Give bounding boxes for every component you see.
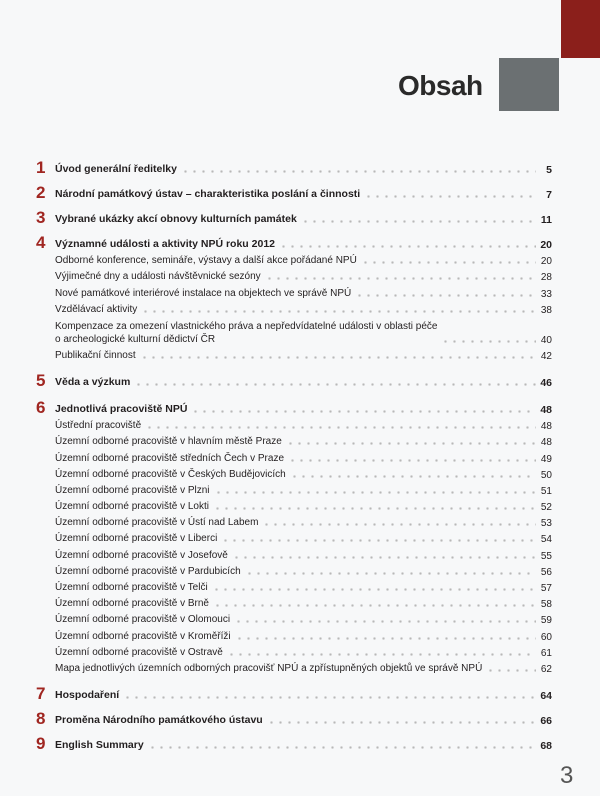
dot-leader [232,556,536,559]
toc-entry-7[interactable] [36,684,552,702]
chapter-page: 48 [540,403,552,416]
subentry-page: 49 [540,453,552,465]
subentry-title: Vzdělávací aktivity [55,303,138,315]
subentry-title: Územní odborné pracoviště v Telči [55,582,208,593]
subentry-title: Ústřední pracoviště [55,420,142,432]
subentry-page: 33 [540,288,552,300]
toc-subentry[interactable] [36,626,552,642]
toc-subentry[interactable] [36,529,552,545]
dot-leader [364,195,536,198]
toc-subentry[interactable] [36,513,552,529]
dot-leader [123,696,536,699]
toc-subentry[interactable] [36,497,552,513]
toc-subentry[interactable] [36,481,552,497]
chapter-page: 5 [546,164,552,176]
toc-subentry[interactable] [36,562,552,578]
chapter-number: 3 [36,208,46,227]
dot-leader [265,277,536,280]
dot-leader [134,383,536,386]
subentry-title: Územní odborné pracoviště v Brně [55,598,209,610]
chapter-title: Úvod generální ředitelky [55,163,177,175]
chapter-number: 5 [36,370,46,390]
dot-leader [361,261,536,264]
dot-leader [245,572,536,575]
chapter-page: 68 [540,739,552,752]
dot-leader [213,604,536,607]
toc-subentry[interactable] [36,594,552,610]
subentry-title: Územní odborné pracoviště v Liberci [55,533,218,545]
subentry-page: 52 [540,502,552,514]
toc-entry-9[interactable] [36,734,552,752]
toc-entry-5[interactable] [36,371,552,389]
dot-leader [290,475,536,478]
dot-leader [145,426,536,429]
subentry-title: Nové památkové interiérové instalace na objektech ve správě NPÚ [55,287,352,299]
toc-subentry[interactable] [36,545,552,561]
subentry-title: Územní odborné pracoviště v Plzni [55,484,210,496]
dot-leader [212,588,536,591]
dot-leader [267,721,536,724]
subentry-page: 61 [540,647,552,659]
toc-entry-6[interactable] [36,398,552,416]
subentry-page: 59 [540,615,552,627]
subentry-page: 28 [540,272,552,284]
red-corner-square [561,0,600,58]
chapter-page: 7 [546,189,552,201]
chapter-number: 1 [36,158,46,177]
subentry-title: Územní odborné pracoviště v Kroměříži [55,630,231,642]
subentry-title: Územní odborné pracoviště středních Čech v Praze [55,452,284,464]
subentry-title: Územní odborné pracoviště v Lokti [55,501,209,513]
table-of-contents [36,158,552,752]
chapter-page: 66 [540,714,552,727]
dot-leader [191,410,536,413]
chapter-number: 4 [36,233,46,252]
subentry-page: 58 [540,599,552,611]
chapter-title: Vybrané ukázky akcí obnovy kulturních památek [55,213,297,225]
dot-leader [286,442,536,445]
subentry-page: 48 [540,421,552,433]
toc-subentry[interactable] [36,643,552,659]
dot-leader [355,294,536,297]
chapter-page: 11 [540,214,552,226]
subentry-page: 42 [540,350,552,362]
page-title: Obsah [398,70,483,101]
chapter-page: 46 [540,376,552,389]
subentry-title: Kompenzace za omezení vlastnického práva a nepředvídatelné události v oblasti péče o archeologické kulturní dědictví ČR [55,320,438,345]
dot-leader [235,637,536,640]
toc-subentry[interactable] [36,432,552,448]
subentry-page: 20 [540,256,552,268]
dot-leader [213,507,536,510]
toc-subentry[interactable] [36,316,552,346]
dot-leader [262,523,536,526]
subentry-title: Územní odborné pracoviště v Ústí nad Labem [55,517,259,529]
chapter-page: 64 [540,689,552,702]
chapter-title: Významné události a aktivity NPÚ roku 2012 [55,238,275,250]
toc-entry-4[interactable] [36,233,552,251]
toc-subentry[interactable] [36,251,552,267]
subentry-page: 62 [540,663,552,675]
toc-subentry[interactable] [36,448,552,464]
subentry-page: 54 [540,534,552,546]
subentry-title: Územní odborné pracoviště v Josefově [55,549,228,561]
subentry-page: 57 [540,583,552,594]
subentry-page: 51 [540,485,552,497]
chapter-title: Hospodaření [55,688,120,701]
toc-subentry[interactable] [36,346,552,362]
toc-subentry[interactable] [36,300,552,316]
subentry-page: 50 [540,469,552,481]
toc-entry-2[interactable] [36,183,552,201]
dot-leader [141,310,536,313]
chapter-number: 7 [36,683,46,703]
dot-leader [214,491,536,494]
dot-leader [227,653,536,656]
subentry-title: Územní odborné pracoviště v Českých Budějovicích [55,468,286,480]
chapter-title: Jednotlivá pracoviště NPÚ [55,402,188,415]
chapter-title: English Summary [55,738,144,751]
toc-entry-3[interactable] [36,208,552,226]
chapter-title: Národní památkový ústav – charakteristika poslání a činnosti [55,188,361,200]
chapter-title: Věda a výzkum [55,375,131,388]
gray-square [499,58,559,111]
toc-subentry[interactable] [36,416,552,432]
chapter-number: 9 [36,733,46,753]
page-number: 3 [560,762,574,789]
subentry-page: 38 [540,304,552,316]
subentry-title: Územní odborné pracoviště v Olomouci [55,614,231,626]
chapter-page: 20 [540,239,552,251]
toc-subentry[interactable] [36,610,552,626]
toc-entry-8[interactable] [36,709,552,727]
dot-leader [288,459,536,462]
subentry-page: 40 [540,334,552,346]
dot-leader [279,245,536,248]
chapter-number: 6 [36,397,46,417]
chapter-number: 8 [36,708,46,728]
dot-leader [148,746,536,749]
toc-subentry[interactable] [36,578,552,594]
dot-leader [486,669,536,672]
toc-subentry[interactable] [36,659,552,675]
subentry-page: 48 [540,437,552,449]
subentry-title: Výjimečné dny a události návštěvnické sezóny [55,271,261,283]
toc-subentry[interactable] [36,465,552,481]
toc-subentry[interactable] [36,267,552,283]
subentry-page: 56 [540,566,552,578]
subentry-title: Mapa jednotlivých územních odborných pracovišť NPÚ a zpřístupněných objektů ve správě NPÚ [55,662,483,674]
subentry-title: Územní odborné pracoviště v Pardubicích [55,565,241,577]
dot-leader [221,539,536,542]
subentry-page: 55 [540,550,552,562]
toc-entry-1[interactable] [36,158,552,176]
dot-leader [301,220,536,223]
subentry-page: 60 [540,631,552,643]
chapter-number: 2 [36,183,46,202]
subentry-title: Územní odborné pracoviště v hlavním městě Praze [55,436,282,448]
toc-subentry[interactable] [36,283,552,299]
subentry-page: 53 [540,518,552,530]
dot-leader [140,356,536,359]
subentry-title: Územní odborné pracoviště v Ostravě [55,646,223,658]
subentry-title: Odborné konference, semináře, výstavy a další akce pořádané NPÚ [55,255,357,267]
subentry-title: Publikační činnost [55,349,136,361]
dot-leader [234,620,536,623]
chapter-title: Proměna Národního památkového ústavu [55,713,263,726]
dot-leader [181,170,536,173]
dot-leader [441,340,536,343]
